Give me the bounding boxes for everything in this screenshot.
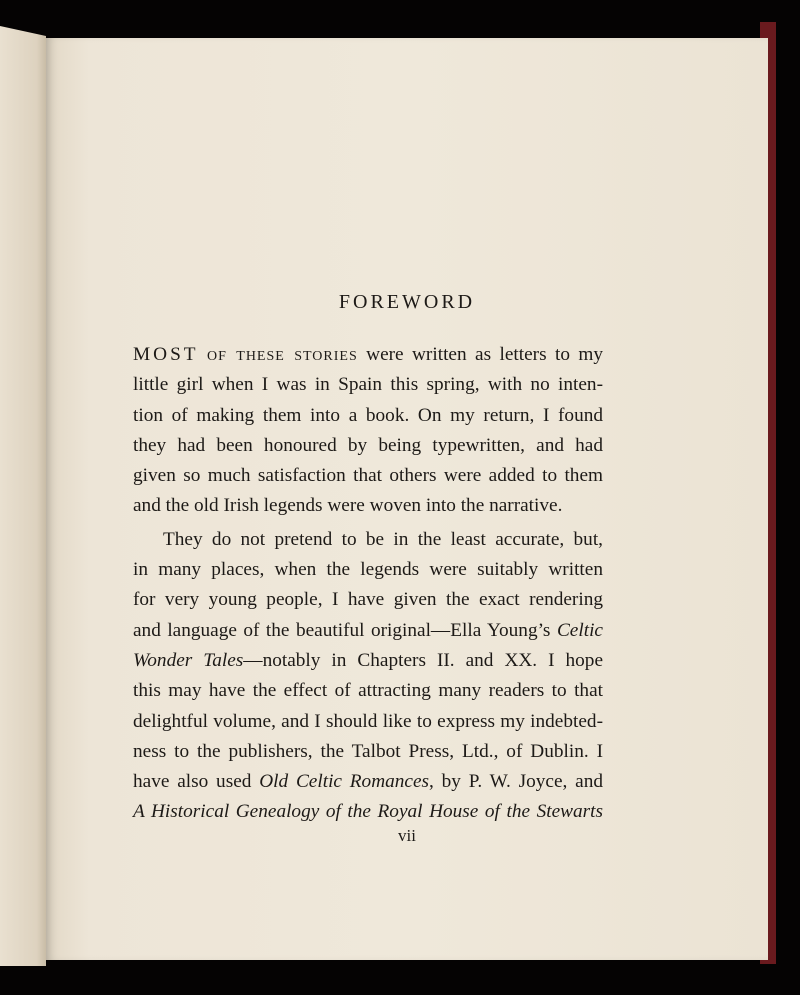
small-caps-lead: of these stories [206, 344, 358, 365]
italic-title: Old Celtic Romances [259, 771, 430, 793]
drop-caps: MOST [133, 344, 199, 365]
text-line: delightful volume, and I should like to express my indebted- [133, 710, 603, 732]
text: —notably in Chapters II. and XX. I hope [243, 649, 604, 671]
book-page [46, 38, 768, 960]
facing-page [0, 26, 46, 966]
text-line: for very young people, I have given the exact rendering [133, 589, 603, 611]
text: , by P. W. Joyce, and [429, 771, 603, 793]
foreword-text [133, 340, 603, 828]
text-line: little girl when I was in Spain this spring, with no inten- [133, 374, 603, 396]
text-line [133, 616, 603, 646]
text-line: They do not pretend to be in the least accurate, but, [163, 528, 603, 550]
text-line [133, 646, 603, 676]
italic-title: Wonder Tales [133, 649, 244, 671]
text-line: they had been honoured by being typewritten, and had [133, 434, 603, 456]
text-line: given so much satisfaction that others were added to them [133, 465, 603, 487]
text: and language of the beautiful original—Ella Young’s [133, 619, 551, 641]
text-line: tion of making them into a book. On my return, I found [133, 404, 603, 426]
text: were written as letters to my [366, 344, 603, 365]
page-number: vii [398, 826, 416, 845]
text-line: in many places, when the legends were suitably written [133, 559, 603, 581]
text-line [133, 767, 603, 797]
text-line: and the old Irish legends were woven into the narrative. [133, 495, 563, 517]
text-line [133, 797, 603, 827]
italic-title: A Historical Genealogy of the Royal House of the Stewarts [133, 801, 603, 823]
page-title: FOREWORD [338, 291, 476, 313]
text: have also used [133, 771, 252, 793]
italic-title: Celtic [556, 619, 603, 641]
text-line: this may have the effect of attracting many readers to that [133, 680, 603, 702]
text-line: ness to the publishers, the Talbot Press, Ltd., of Dublin. I [133, 740, 603, 762]
text-line [133, 340, 603, 370]
